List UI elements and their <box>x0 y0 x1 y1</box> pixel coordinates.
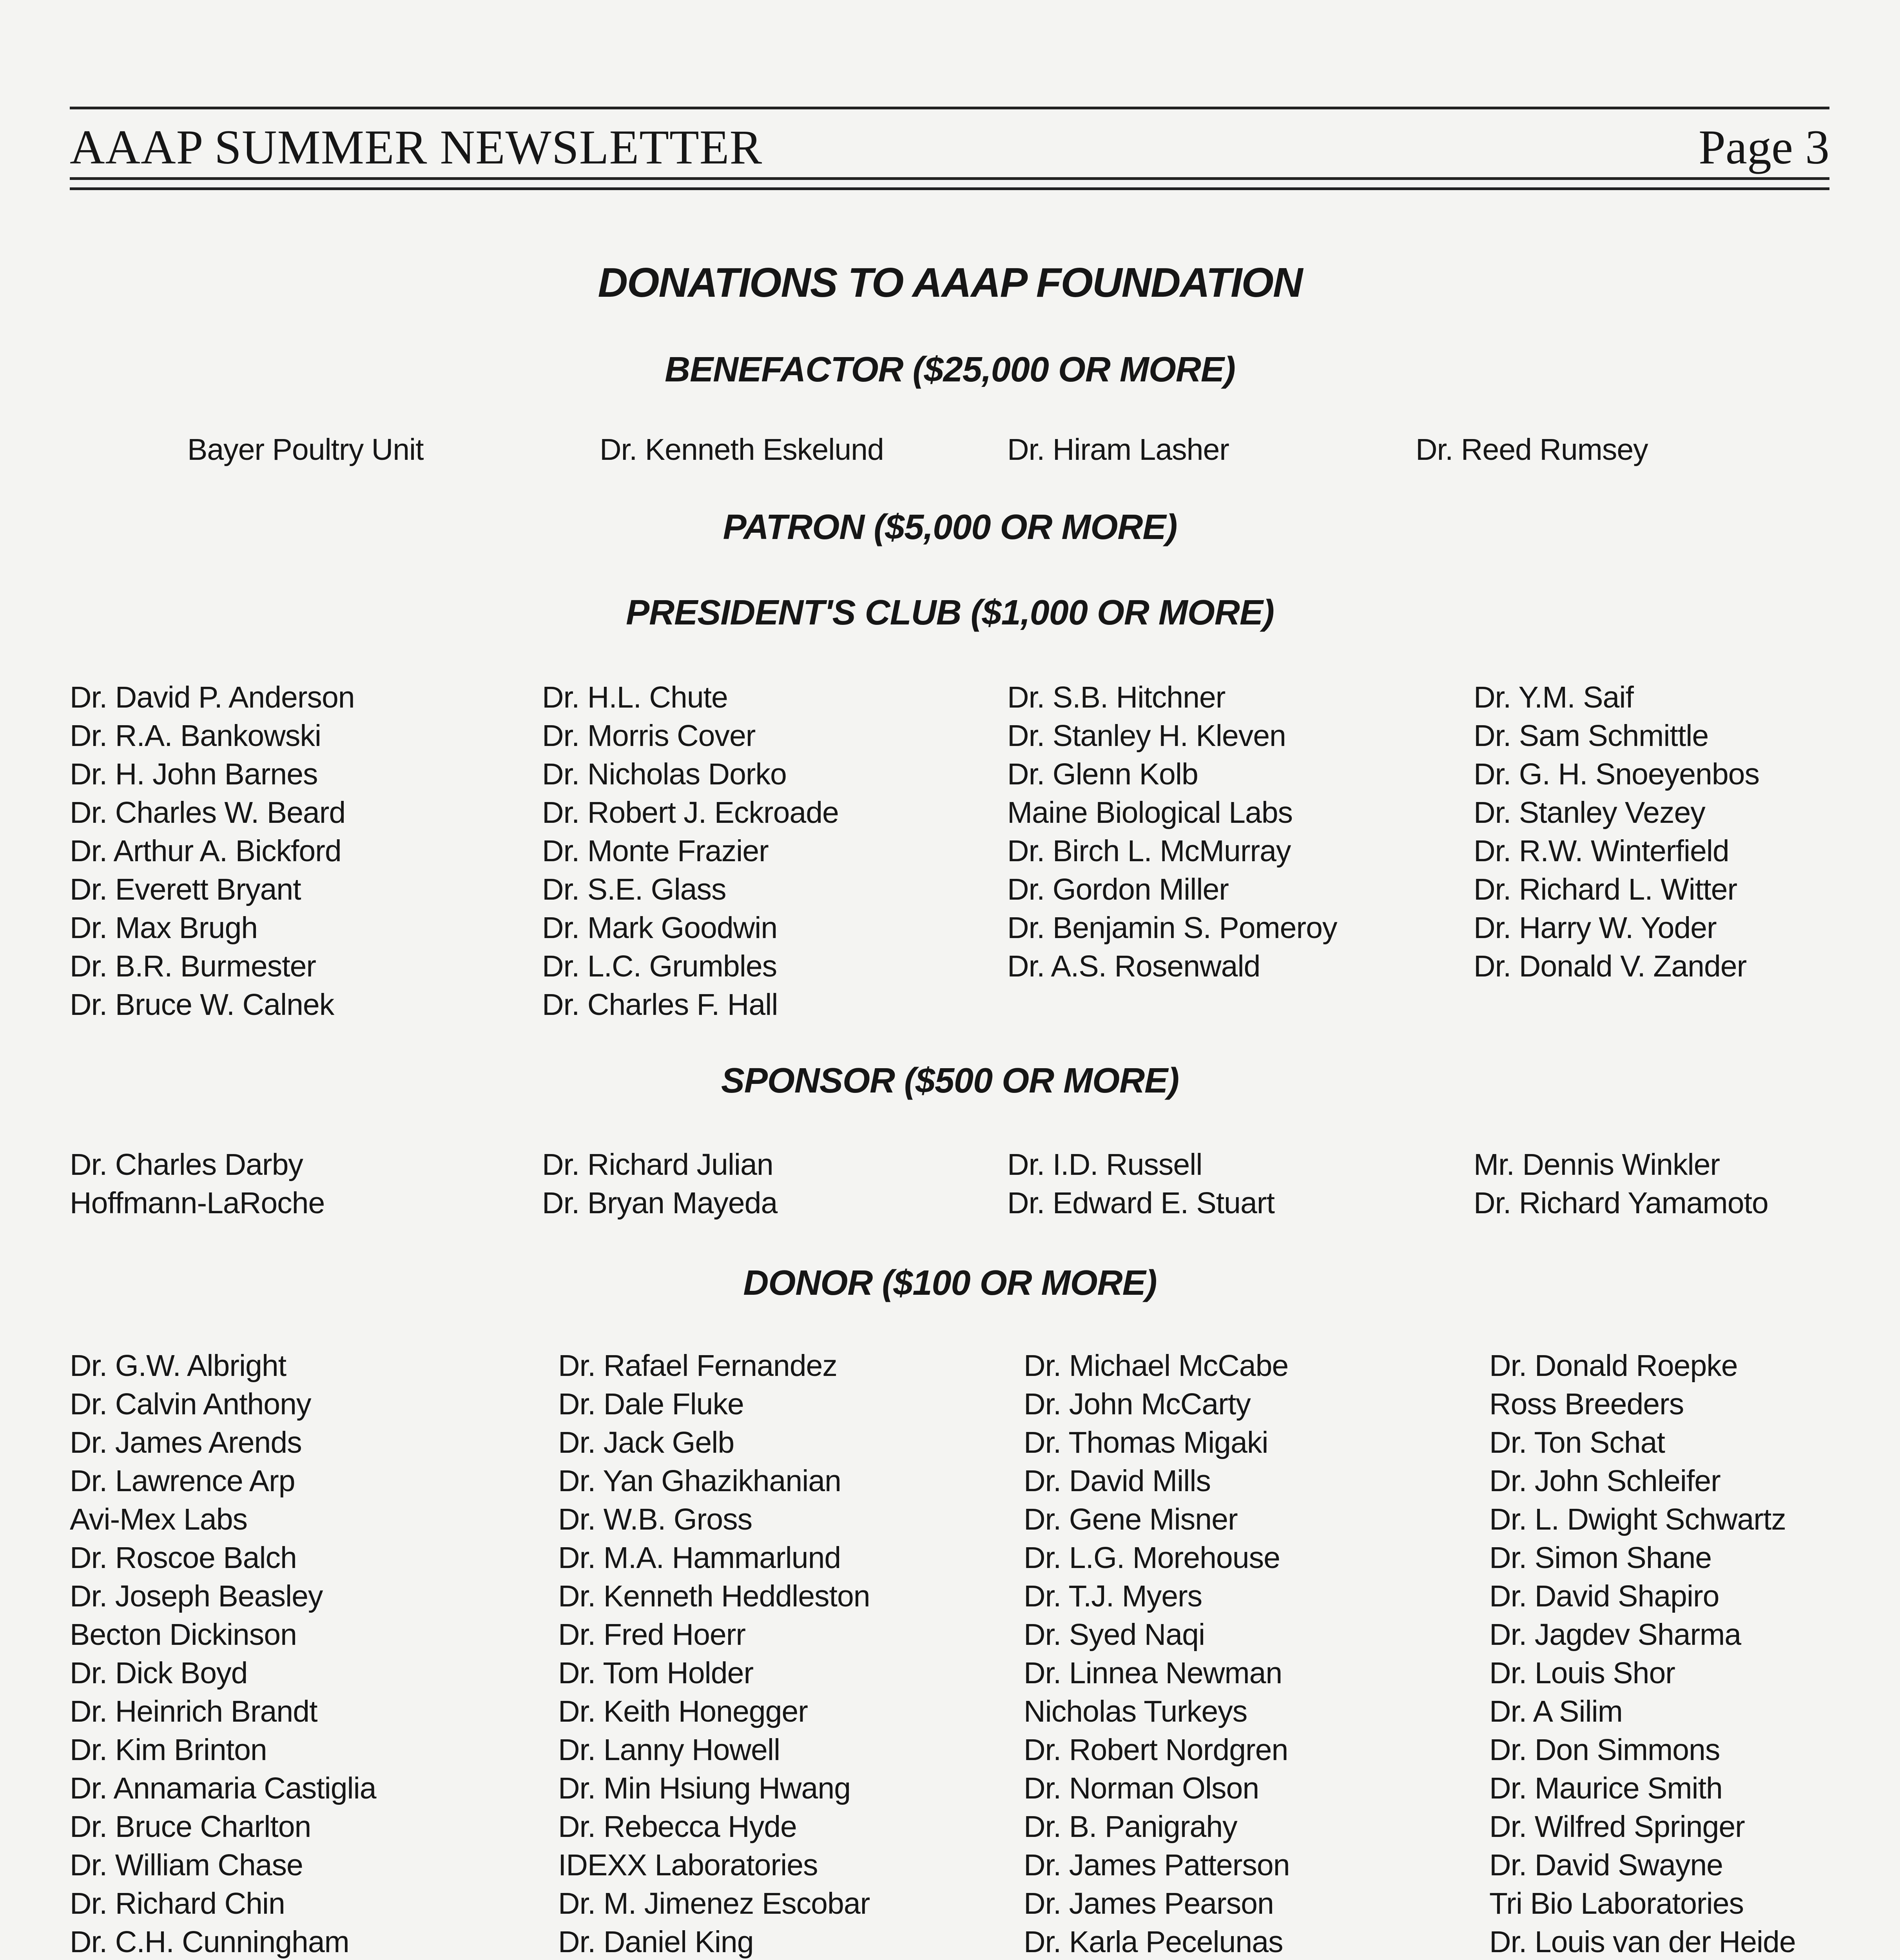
list-item: Dr. Robert J. Eckroade <box>542 796 839 829</box>
list-item: Dr. Max Brugh <box>70 911 258 945</box>
list-item: Dr. Morris Cover <box>542 719 756 753</box>
list-item: Dr. Sam Schmittle <box>1474 719 1709 753</box>
list-item: Dr. Norman Olson <box>1024 1771 1259 1805</box>
list-item: Dr. L.G. Morehouse <box>1024 1541 1280 1575</box>
list-item: Dr. Heinrich Brandt <box>70 1695 317 1728</box>
list-item: Dr. H.L. Chute <box>542 681 728 714</box>
list-item: Dr. C.H. Cunningham <box>70 1925 349 1959</box>
sponsor-column <box>1474 1145 1768 1222</box>
list-item: Dr. David Swayne <box>1489 1848 1723 1882</box>
list-item: Hoffmann-LaRoche <box>70 1186 325 1220</box>
list-item: Dr. Benjamin S. Pomeroy <box>1007 911 1337 945</box>
page-title: DONATIONS TO AAAP FOUNDATION <box>598 260 1302 306</box>
list-item: Dr. Richard Julian <box>542 1148 773 1181</box>
list-item: Dr. Thomas Migaki <box>1024 1426 1268 1459</box>
list-item: Dr. Everett Bryant <box>70 873 301 906</box>
list-item: Dr. Gordon Miller <box>1007 873 1229 906</box>
benefactor-heading: BENEFACTOR ($25,000 OR MORE) <box>665 350 1235 389</box>
page-number: Page 3 <box>1698 120 1829 174</box>
list-item: Dr. Michael McCabe <box>1024 1349 1289 1383</box>
list-item: Avi-Mex Labs <box>70 1503 248 1536</box>
list-item: Dr. Monte Frazier <box>542 834 769 868</box>
newsletter-title: AAAP SUMMER NEWSLETTER <box>70 120 763 174</box>
benefactor-name: Dr. Kenneth Eskelund <box>600 433 884 466</box>
list-item: Dr. David Mills <box>1024 1464 1211 1498</box>
donor-column <box>1489 1347 1796 1960</box>
list-item: Dr. Kenneth Heddleston <box>558 1579 870 1613</box>
list-item: Dr. A Silim <box>1489 1695 1623 1728</box>
list-item: Dr. Louis Shor <box>1489 1656 1675 1690</box>
list-item: Dr. Richard Yamamoto <box>1474 1186 1768 1220</box>
list-item: Dr. Charles Darby <box>70 1148 303 1181</box>
presidents-club-column <box>70 678 355 1024</box>
list-item: Dr. Donald V. Zander <box>1474 949 1747 983</box>
list-item: Dr. Dick Boyd <box>70 1656 248 1690</box>
donor-heading: DONOR ($100 OR MORE) <box>743 1263 1157 1303</box>
list-item: Dr. Birch L. McMurray <box>1007 834 1291 868</box>
newsletter-header <box>70 107 1829 201</box>
list-item: Dr. Rafael Fernandez <box>558 1349 837 1383</box>
list-item: Dr. Richard Chin <box>70 1887 285 1920</box>
list-item: Dr. Stanley Vezey <box>1474 796 1705 829</box>
list-item: Dr. Gene Misner <box>1024 1503 1238 1536</box>
list-item: Dr. Ton Schat <box>1489 1426 1665 1459</box>
list-item: Dr. S.B. Hitchner <box>1007 681 1226 714</box>
list-item: Dr. R.W. Winterfield <box>1474 834 1729 868</box>
list-item: Dr. Dale Fluke <box>558 1387 744 1421</box>
sponsor-column <box>70 1145 325 1222</box>
list-item: Dr. Syed Naqi <box>1024 1618 1205 1651</box>
list-item: Tri Bio Laboratories <box>1489 1887 1744 1920</box>
sponsor-column <box>542 1145 777 1222</box>
list-item: Dr. G.W. Albright <box>70 1349 286 1383</box>
list-item: IDEXX Laboratories <box>558 1848 818 1882</box>
list-item: Dr. T.J. Myers <box>1024 1579 1202 1613</box>
list-item: Dr. I.D. Russell <box>1007 1148 1202 1181</box>
list-item: Dr. David P. Anderson <box>70 681 355 714</box>
list-item: Dr. Edward E. Stuart <box>1007 1186 1275 1220</box>
list-item: Dr. Charles W. Beard <box>70 796 346 829</box>
list-item: Dr. Wilfred Springer <box>1489 1810 1745 1844</box>
list-item: Dr. Tom Holder <box>558 1656 754 1690</box>
donor-column <box>1024 1347 1290 1960</box>
benefactor-name: Dr. Reed Rumsey <box>1416 433 1648 466</box>
donor-column <box>558 1347 870 1960</box>
list-item: Dr. Joseph Beasley <box>70 1579 323 1613</box>
header-top-rule <box>70 107 1829 109</box>
list-item: Dr. Kim Brinton <box>70 1733 267 1767</box>
list-item: Dr. Glenn Kolb <box>1007 757 1198 791</box>
presidents-club-column <box>1474 678 1759 985</box>
list-item: Mr. Dennis Winkler <box>1474 1148 1720 1181</box>
list-item: Dr. Bruce W. Calnek <box>70 988 334 1022</box>
presidents-club-heading: PRESIDENT'S CLUB ($1,000 OR MORE) <box>626 593 1274 632</box>
list-item: Dr. James Arends <box>70 1426 302 1459</box>
list-item: Dr. Bruce Charlton <box>70 1810 311 1844</box>
list-item: Dr. Y.M. Saif <box>1474 681 1633 714</box>
list-item: Dr. Linnea Newman <box>1024 1656 1282 1690</box>
list-item: Dr. Fred Hoerr <box>558 1618 746 1651</box>
donor-column <box>70 1347 376 1960</box>
list-item: Maine Biological Labs <box>1007 796 1293 829</box>
presidents-club-column <box>1007 678 1337 985</box>
list-item: Dr. Robert Nordgren <box>1024 1733 1288 1767</box>
patron-heading: PATRON ($5,000 OR MORE) <box>723 508 1177 547</box>
list-item: Dr. James Pearson <box>1024 1887 1274 1920</box>
list-item: Dr. Jack Gelb <box>558 1426 734 1459</box>
list-item: Dr. Karla Pecelunas <box>1024 1925 1283 1959</box>
header-rule <box>70 187 1829 190</box>
list-item: Dr. Richard L. Witter <box>1474 873 1737 906</box>
list-item: Dr. Jagdev Sharma <box>1489 1618 1741 1651</box>
benefactor-name: Bayer Poultry Unit <box>187 433 424 466</box>
list-item: Dr. Min Hsiung Hwang <box>558 1771 851 1805</box>
presidents-club-column <box>542 678 839 1024</box>
list-item: Dr. Don Simmons <box>1489 1733 1720 1767</box>
list-item: Dr. B.R. Burmester <box>70 949 316 983</box>
list-item: Dr. Nicholas Dorko <box>542 757 787 791</box>
list-item: Dr. B. Panigrahy <box>1024 1810 1237 1844</box>
list-item: Dr. William Chase <box>70 1848 303 1882</box>
list-item: Dr. Louis van der Heide <box>1489 1925 1796 1959</box>
header-rule <box>70 177 1829 180</box>
list-item: Dr. Arthur A. Bickford <box>70 834 341 868</box>
list-item: Dr. Rebecca Hyde <box>558 1810 797 1844</box>
list-item: Dr. Charles F. Hall <box>542 988 778 1022</box>
list-item: Dr. L.C. Grumbles <box>542 949 777 983</box>
list-item: Dr. W.B. Gross <box>558 1503 752 1536</box>
list-item: Dr. Roscoe Balch <box>70 1541 297 1575</box>
list-item: Dr. James Patterson <box>1024 1848 1290 1882</box>
list-item: Dr. R.A. Bankowski <box>70 719 321 753</box>
list-item: Becton Dickinson <box>70 1618 297 1651</box>
list-item: Dr. Stanley H. Kleven <box>1007 719 1286 753</box>
list-item: Ross Breeders <box>1489 1387 1684 1421</box>
list-item: Dr. David Shapiro <box>1489 1579 1719 1613</box>
list-item: Dr. L. Dwight Schwartz <box>1489 1503 1786 1536</box>
benefactor-name: Dr. Hiram Lasher <box>1007 433 1229 466</box>
list-item: Dr. Donald Roepke <box>1489 1349 1738 1383</box>
list-item: Dr. G. H. Snoeyenbos <box>1474 757 1759 791</box>
list-item: Dr. H. John Barnes <box>70 757 318 791</box>
list-item: Dr. Yan Ghazikhanian <box>558 1464 841 1498</box>
list-item: Dr. Mark Goodwin <box>542 911 778 945</box>
list-item: Dr. Keith Honegger <box>558 1695 808 1728</box>
list-item: Dr. Daniel King <box>558 1925 754 1959</box>
list-item: Dr. Bryan Mayeda <box>542 1186 778 1220</box>
list-item: Dr. M. Jimenez Escobar <box>558 1887 870 1920</box>
list-item: Dr. John Schleifer <box>1489 1464 1721 1498</box>
list-item: Dr. M.A. Hammarlund <box>558 1541 841 1575</box>
list-item: Dr. S.E. Glass <box>542 873 726 906</box>
list-item: Dr. A.S. Rosenwald <box>1007 949 1260 983</box>
list-item: Dr. Maurice Smith <box>1489 1771 1722 1805</box>
list-item: Dr. Calvin Anthony <box>70 1387 311 1421</box>
sponsor-column <box>1007 1145 1275 1222</box>
list-item: Dr. Annamaria Castiglia <box>70 1771 376 1805</box>
list-item: Dr. John McCarty <box>1024 1387 1251 1421</box>
list-item: Dr. Lanny Howell <box>558 1733 780 1767</box>
list-item: Nicholas Turkeys <box>1024 1695 1247 1728</box>
list-item: Dr. Harry W. Yoder <box>1474 911 1717 945</box>
list-item: Dr. Simon Shane <box>1489 1541 1712 1575</box>
sponsor-heading: SPONSOR ($500 OR MORE) <box>721 1061 1179 1100</box>
list-item: Dr. Lawrence Arp <box>70 1464 295 1498</box>
